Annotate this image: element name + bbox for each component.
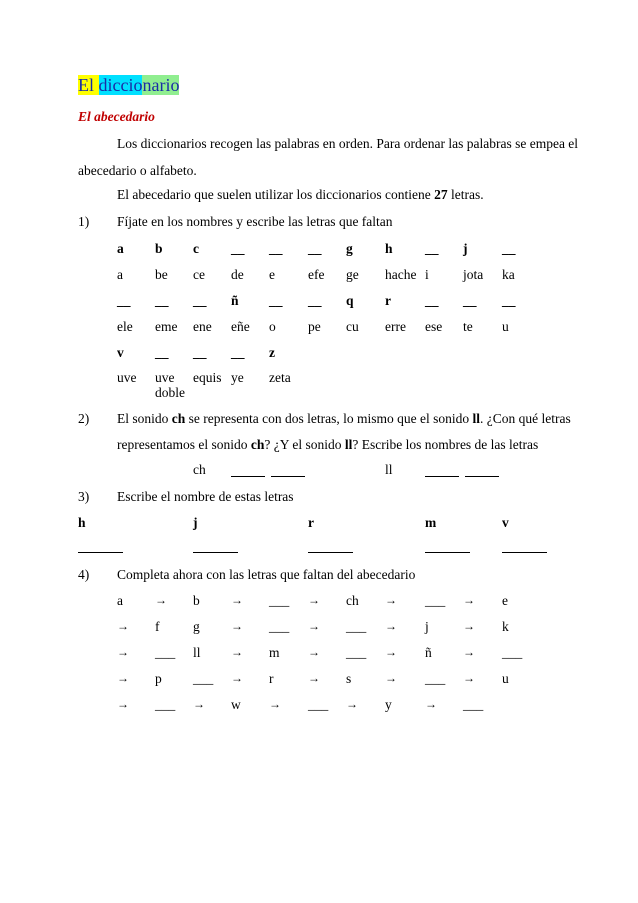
ex4-letter: ch [346,593,359,608]
ex1-name-row3_names-3: ye [231,370,244,385]
ex4-number: 4) [78,567,90,582]
ex1-letter-row1_letters-0: a [117,241,124,256]
ex1-name-row2_names-8: ese [425,319,443,334]
ex4-letter: g [193,619,200,634]
ex1-letter-row2_letters-6: q [346,293,354,308]
ex1-letter-row2_letters-9[interactable]: __ [463,293,477,308]
ex4-letter: ll [193,645,201,660]
ex4-letter: f [155,619,160,634]
arrow-icon: → [425,697,437,711]
ex1-name-row1_names-10: ka [502,267,515,282]
ex1-letter-row2_letters-2[interactable]: __ [193,293,207,308]
ex1-name-row2_names-2: ene [193,319,212,334]
ex4-letter: r [269,671,274,686]
ex1-name-row2_names-3: eñe [231,319,250,334]
ex4-blank[interactable]: ___ [425,593,446,608]
ex1-letter-row2_letters-3: ñ [231,293,239,308]
ex1-letter-row3_letters-0: v [117,345,124,360]
ex1-name-row2_names-7: erre [385,319,406,334]
ex1-name-row2_names-4: o [269,319,276,334]
arrow-icon: → [346,697,358,711]
ex1-letter-row2_letters-8[interactable]: __ [425,293,439,308]
arrow-icon: → [269,697,281,711]
ex1-name-row1_names-7: hache [385,267,417,282]
ex1-letter-row2_letters-10[interactable]: __ [502,293,516,308]
ex1-name-row3_names-4: zeta [269,370,291,385]
intro-line-3: El abecedario que suelen utilizar los diccionarios contiene 27 letras. [117,187,484,202]
ex4-letter: p [155,671,162,686]
page-title [78,75,179,96]
arrow-icon: → [385,593,397,607]
ex4-blank[interactable]: ___ [425,671,446,686]
ex1-name-row3_names-0: uve [117,370,137,385]
intro-line-1: Los diccionarios recogen las palabras en orden. Para ordenar las palabras se empea el [117,136,579,151]
ex3-letter-j: j [193,515,198,530]
ex4-letter: j [425,619,429,634]
ex3-blank-j[interactable] [193,552,238,553]
ex1-letter-row3_letters-2[interactable]: __ [193,345,207,360]
ex1-letter-row1_letters-10[interactable]: __ [502,241,516,256]
ex4-blank[interactable]: ___ [155,697,176,712]
ex4-blank[interactable]: ___ [346,645,367,660]
ex4-letter: k [502,619,509,634]
ex3-letter-r: r [308,515,314,530]
ex1-letter-row1_letters-3[interactable]: __ [231,241,245,256]
ex1-name-row2_names-0: ele [117,319,133,334]
title-part-3: nario [142,75,180,95]
ex1-letter-row1_letters-5[interactable]: __ [308,241,322,256]
ex1-letter-row1_letters-6: g [346,241,353,256]
arrow-icon: → [385,645,397,659]
ex2-number: 2) [78,411,90,426]
arrow-icon: → [308,593,320,607]
ex3-blank-m[interactable] [425,552,470,553]
arrow-icon: → [308,645,320,659]
arrow-icon: → [463,671,475,685]
ex1-letter-row2_letters-0[interactable]: __ [117,293,131,308]
ex1-letter-row1_letters-4[interactable]: __ [269,241,283,256]
ex1-name-row2_names-6: cu [346,319,359,334]
title-part-1: El [78,75,99,95]
arrow-icon: → [463,645,475,659]
ex2-label-ll: ll [385,462,393,477]
ex4-letter: s [346,671,352,686]
ex3-blank-v[interactable] [502,552,547,553]
arrow-icon: → [308,671,320,685]
ex4-letter: e [502,593,508,608]
arrow-icon: → [385,619,397,633]
ex1-name-row2_names-1: eme [155,319,178,334]
ex3-letter-v: v [502,515,509,530]
ex1-letter-row2_letters-4[interactable]: __ [269,293,283,308]
ex4-letter: w [231,697,241,712]
ex2-line-1: El sonido ch se representa con dos letras, lo mismo que el sonido ll. ¿Con qué letras [117,411,571,426]
ex1-name-row3_names-1: uve [155,370,175,385]
ex1-name-row1_names-8: i [425,267,429,282]
arrow-icon: → [155,593,167,607]
arrow-icon: → [117,671,129,685]
ex4-letter: u [502,671,509,686]
ex4-blank[interactable]: ___ [155,645,176,660]
arrow-icon: → [231,671,243,685]
ex3-letter-m: m [425,515,437,530]
ex4-blank[interactable]: ___ [269,593,290,608]
ex1-letter-row1_letters-7: h [385,241,393,256]
ex4-blank[interactable]: ___ [308,697,329,712]
ex4-blank[interactable]: ___ [346,619,367,634]
ex2-blank-ch-2[interactable] [271,476,305,477]
ex3-letter-h: h [78,515,86,530]
ex1-name-uve-doble-line2: doble [155,385,185,400]
ex1-instruction: Fíjate en los nombres y escribe las letras que faltan [117,214,393,229]
ex3-blank-r[interactable] [308,552,353,553]
ex1-name-row3_names-2: equis [193,370,222,385]
ex1-name-row2_names-9: te [463,319,473,334]
ex3-instruction: Escribe el nombre de estas letras [117,489,294,504]
ex3-blank-h[interactable] [78,552,123,553]
ex1-name-row1_names-9: jota [463,267,484,282]
ex1-letter-row1_letters-8[interactable]: __ [425,241,439,256]
ex4-blank[interactable]: ___ [269,619,290,634]
ex1-letter-row3_letters-3[interactable]: __ [231,345,245,360]
ex1-letter-row2_letters-7: r [385,293,391,308]
ex4-letter: y [385,697,392,712]
arrow-icon: → [117,619,129,633]
ex2-blank-ll-1[interactable] [425,476,459,477]
ex2-blank-ll-2[interactable] [465,476,499,477]
ex1-name-row1_names-3: de [231,267,244,282]
arrow-icon: → [117,697,129,711]
ex1-name-row2_names-5: pe [308,319,321,334]
ex1-name-row1_names-1: be [155,267,168,282]
ex1-letter-row2_letters-5[interactable]: __ [308,293,322,308]
ex4-blank[interactable]: ___ [502,645,523,660]
ex1-name-row2_names-10: u [502,319,509,334]
ex1-name-row1_names-4: e [269,267,275,282]
ex4-letter: ñ [425,645,432,660]
ex1-letter-row2_letters-1[interactable]: __ [155,293,169,308]
ex1-name-row1_names-2: ce [193,267,205,282]
letter-count: 27 [434,187,448,202]
arrow-icon: → [231,645,243,659]
arrow-icon: → [231,593,243,607]
ex2-label-ch: ch [193,462,206,477]
ex4-blank[interactable]: ___ [463,697,484,712]
arrow-icon: → [463,593,475,607]
ex1-name-row1_names-0: a [117,267,123,282]
ex4-blank[interactable]: ___ [193,671,214,686]
arrow-icon: → [463,619,475,633]
ex1-letter-row1_letters-9: j [463,241,468,256]
ex2-line-2: representamos el sonido ch? ¿Y el sonido ll? Escribe los nombres de las letras [117,437,539,452]
section-subtitle: El abecedario [78,109,155,124]
ex4-letter: b [193,593,200,608]
ex1-letter-row3_letters-4: z [269,345,275,360]
ex4-letter: a [117,593,123,608]
ex3-number: 3) [78,489,90,504]
ex4-letter: m [269,645,280,660]
arrow-icon: → [308,619,320,633]
intro-line-2: abecedario o alfabeto. [78,163,197,178]
arrow-icon: → [193,697,205,711]
title-part-2: diccio [98,75,143,95]
ex1-number: 1) [78,214,90,229]
ex1-letter-row3_letters-1[interactable]: __ [155,345,169,360]
ex2-blank-ch-1[interactable] [231,476,265,477]
arrow-icon: → [117,645,129,659]
ex4-instruction: Completa ahora con las letras que faltan del abecedario [117,567,416,582]
ex1-letter-row1_letters-1: b [155,241,163,256]
ex1-name-row1_names-6: ge [346,267,359,282]
ex1-name-row1_names-5: efe [308,267,325,282]
ex1-letter-row1_letters-2: c [193,241,199,256]
arrow-icon: → [385,671,397,685]
arrow-icon: → [231,619,243,633]
